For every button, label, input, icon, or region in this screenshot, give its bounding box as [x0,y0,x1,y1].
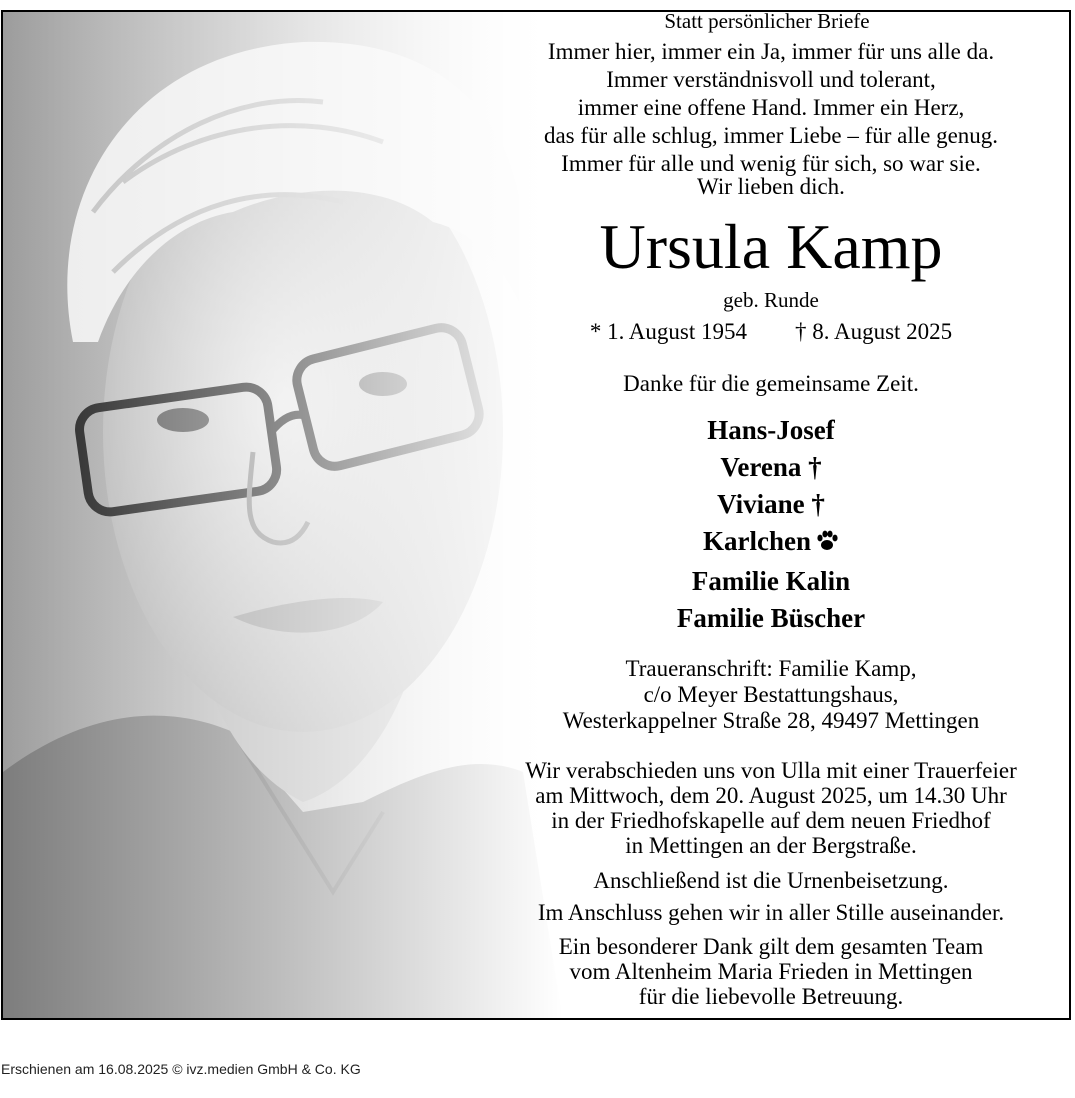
deceased-name: Ursula Kamp [599,211,943,282]
cross-symbol: † [808,452,822,482]
service-line: in der Friedhofskapelle auf dem neuen Friedhof [551,808,991,833]
service-line: in Mettingen an der Bergstraße. [625,833,917,858]
poem-line: Immer für alle und wenig für sich, so war sie. [561,151,981,176]
family-list [473,412,1069,637]
notice-header: Statt persönlicher Briefe [633,10,901,36]
poem-line: das für alle schlug, immer Liebe – für alle genug. [543,123,999,148]
funeral-service [473,758,1069,858]
mourning-address [473,656,1069,734]
address-line: Traueranschrift: Familie Kamp, [625,656,917,681]
thanks-line: vom Altenheim Maria Frieden in Mettingen [569,959,973,984]
service-line: am Mittwoch, dem 20. August 2025, um 14.30 Uhr [535,783,1007,808]
paw-icon [815,526,839,563]
love-line: Wir lieben dich. [697,174,845,199]
cross-symbol: † [811,489,825,519]
obituary-notice [1,10,1071,1020]
family-member: Verena † [720,452,822,482]
family-member: Hans-Josef [707,415,835,445]
address-line: c/o Meyer Bestattungshaus, [643,682,899,707]
birth-date: * 1. August 1954 [589,319,747,344]
poem-line: immer eine offene Hand. Immer ein Herz, [577,95,965,120]
thanks-line: Ein besonderer Dank gilt dem gesamten Team [558,934,984,959]
life-dates [473,318,1069,346]
address-line: Westerkappelner Straße 28, 49497 Mettingen [562,708,980,733]
parting-line: Im Anschluss gehen wir in aller Stille auseinander. [537,900,1005,925]
service-line: Wir verabschieden uns von Ulla mit einer Trauerfeier [525,758,1017,783]
family-member: Viviane † [717,489,825,519]
poem-line: Immer hier, immer ein Ja, immer für uns alle da. [547,39,995,64]
urn-burial-line: Anschließend ist die Urnenbeisetzung. [593,868,949,893]
death-date: † 8. August 2025 [795,319,953,344]
thanks-line: für die liebevolle Betreuung. [638,984,904,1009]
publication-footer: Erschienen am 16.08.2025 © ivz.medien GmbH & Co. KG [1,1061,361,1077]
family-member: Karlchen [473,523,1069,563]
birth-name: geb. Runde [723,288,819,312]
family-member: Familie Kalin [691,566,851,596]
family-member: Familie Büscher [676,603,866,633]
special-thanks [473,934,1069,1009]
poem [473,38,1069,178]
thanks-line: Danke für die gemeinsame Zeit. [623,371,919,396]
poem-line: Immer verständnisvoll und tolerant, [606,67,936,92]
